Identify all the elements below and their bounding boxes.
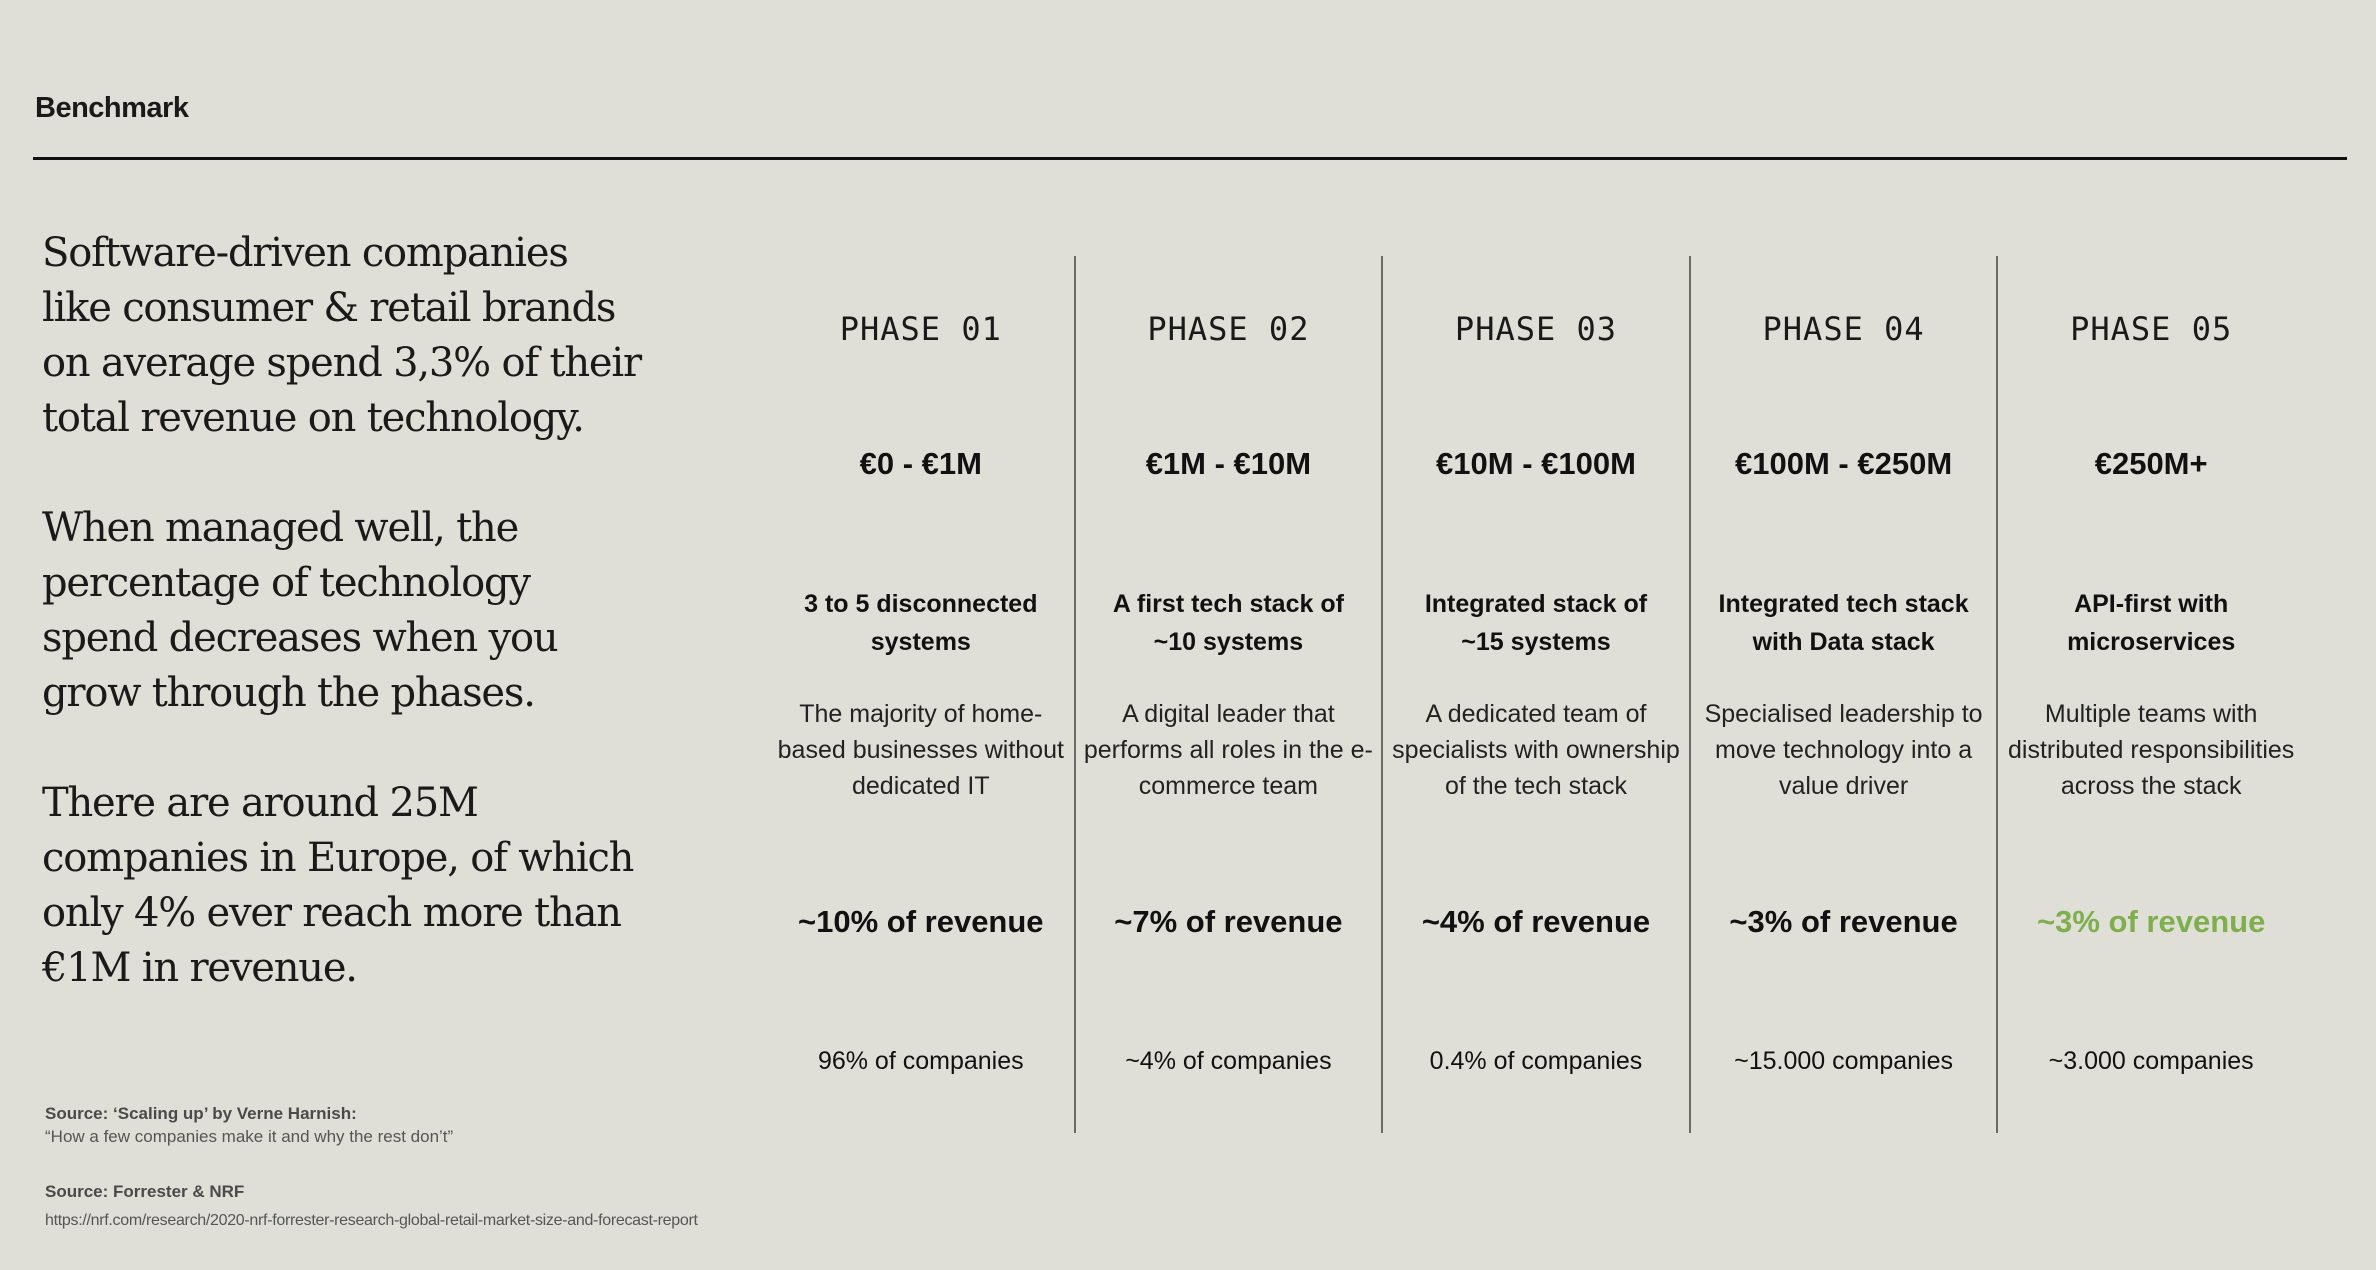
phase-revenue-range: €100M - €250M	[1735, 446, 1953, 481]
phase-revenue-range: €250M+	[2094, 446, 2208, 481]
phase-revenue-range: €1M - €10M	[1145, 446, 1312, 481]
phase-column	[1689, 256, 1997, 1133]
phase-companies: ~15.000 companies	[1734, 1047, 1954, 1075]
phase-label: PHASE 04	[1762, 310, 1925, 348]
phase-revenue-range: €0 - €1M	[859, 446, 982, 481]
phase-description: Specialised leadership to move technology into a value driver	[1704, 700, 1983, 800]
phase-title: API-first with microservices	[2067, 590, 2236, 656]
phase-label: PHASE 05	[2070, 310, 2233, 348]
intro-text	[42, 226, 642, 996]
phase-column	[1381, 256, 1689, 1133]
intro-paragraph: There are around 25M companies in Europe, of which only 4% ever reach more than €1M in revenue.	[42, 780, 634, 991]
source-forrester	[45, 1180, 698, 1232]
source-label: Source: Forrester & NRF	[45, 1182, 245, 1201]
phase-label: PHASE 03	[1454, 310, 1618, 348]
phase-label: PHASE 02	[1147, 310, 1310, 348]
phase-tech-spend: ~4% of revenue	[1421, 904, 1651, 939]
header-divider	[33, 157, 2347, 160]
intro-paragraph: When managed well, the percentage of technology spend decreases when you grow through the phases.	[42, 505, 558, 716]
phase-title: Integrated stack of ~15 systems	[1424, 590, 1648, 656]
phase-title: 3 to 5 disconnected systems	[804, 590, 1038, 656]
phase-title: Integrated tech stack with Data stack	[1718, 590, 1969, 656]
phase-description: The majority of home-based businesses without dedicated IT	[777, 700, 1064, 800]
phase-label: PHASE 01	[839, 310, 1002, 348]
phase-description: A dedicated team of specialists with ownership of the tech stack	[1392, 700, 1680, 800]
phase-tech-spend: ~10% of revenue	[798, 904, 1044, 939]
phase-description: Multiple teams with distributed responsibilities across the stack	[2008, 700, 2295, 800]
phase-tech-spend: ~7% of revenue	[1114, 904, 1343, 939]
phases-table	[768, 256, 2304, 1133]
source-url: https://nrf.com/research/2020-nrf-forrester-research-global-retail-market-size-and-forecast-report	[45, 1212, 698, 1229]
source-scaling-up	[45, 1102, 453, 1148]
source-quote: “How a few companies make it and why the rest don’t”	[45, 1127, 454, 1146]
phase-companies: ~4% of companies	[1125, 1047, 1332, 1075]
phase-tech-spend: ~3% of revenue	[1729, 904, 1958, 939]
phase-tech-spend-highlight: ~3% of revenue	[2037, 904, 2266, 939]
phase-revenue-range: €10M - €100M	[1436, 446, 1636, 481]
phase-description: A digital leader that performs all roles in the e-commerce team	[1083, 700, 1373, 800]
source-label: Source: ‘Scaling up’ by Verne Harnish:	[45, 1104, 357, 1123]
phase-column	[1074, 256, 1382, 1133]
phase-title: A first tech stack of ~10 systems	[1112, 590, 1344, 656]
phase-column	[768, 256, 1074, 1133]
page-title: Benchmark	[35, 92, 189, 124]
phase-companies: 0.4% of companies	[1429, 1047, 1643, 1075]
phase-column	[1996, 256, 2304, 1133]
intro-paragraph: Software-driven companies like consumer & retail brands on average spend 3,3% of their total revenue on technology.	[42, 230, 641, 441]
phase-companies: ~3.000 companies	[2048, 1047, 2254, 1075]
phase-companies: 96% of companies	[817, 1047, 1024, 1075]
